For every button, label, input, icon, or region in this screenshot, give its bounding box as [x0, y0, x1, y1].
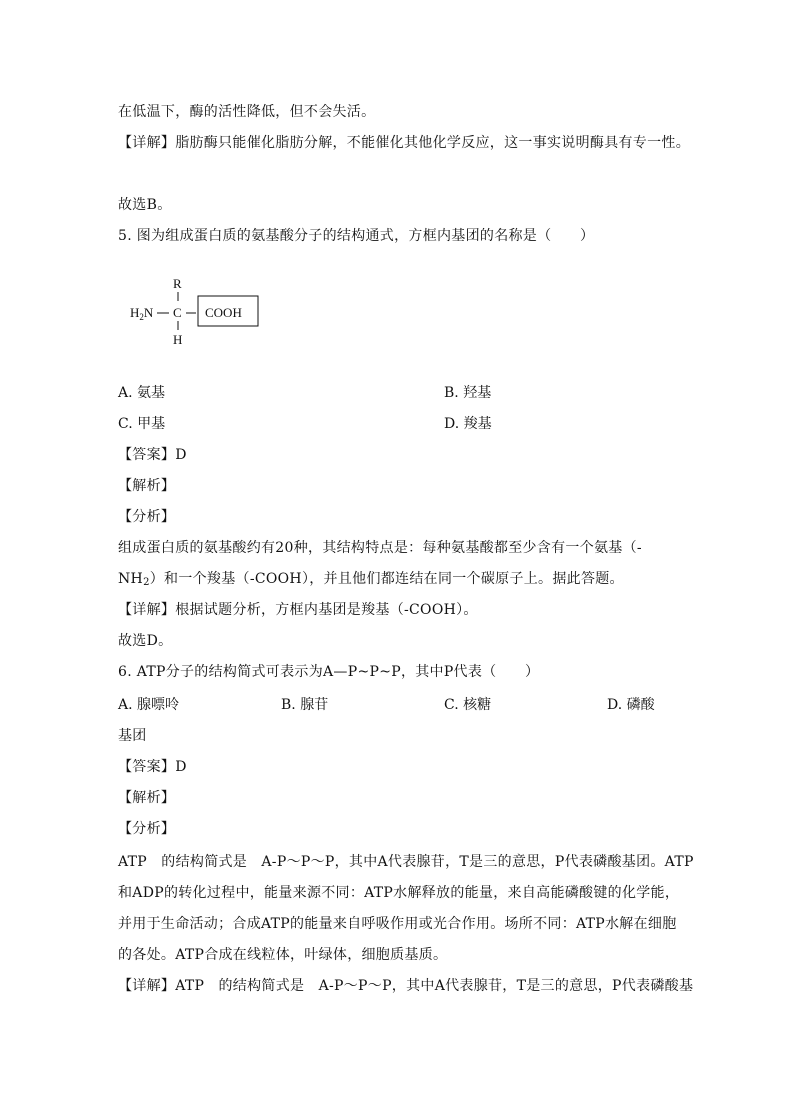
question-5: 5. 图为组成蛋白质的氨基酸分子的结构通式，方框内基团的名称是（ ） — [118, 228, 595, 244]
question-6: 6. ATP分子的结构简式可表示为A—P~P~P，其中P代表（ ） — [118, 664, 540, 680]
amino-group-label: $H_2N$ — [130, 305, 154, 322]
q5-answer: 【答案】D — [118, 447, 187, 463]
q5-fenxi-heading: 【分析】 — [118, 509, 176, 525]
q5-analysis-line-1: 组成蛋白质的氨基酸约有20种，其结构特点是：每种氨基酸都至少含有一个氨基（- — [118, 540, 642, 556]
q6-option-b: B. 腺苷 — [281, 697, 329, 713]
q5-option-b: B. 羟基 — [444, 385, 492, 401]
carbon-label: C — [173, 305, 182, 320]
q6-answer: 【答案】D — [118, 759, 187, 775]
q6-option-d: D. 磷酸 — [607, 697, 655, 713]
q6-jiexi-heading: 【解析】 — [118, 790, 176, 806]
q6-option-a: A. 腺嘌呤 — [118, 697, 180, 713]
amino-acid-structure-diagram — [124, 272, 274, 352]
q6-analysis-line-2: 和ADP的转化过程中，能量来源不同：ATP水解释放的能量，来自高能磷酸键的化学能， — [118, 885, 680, 901]
q5-option-c: C. 甲基 — [118, 416, 166, 432]
q5-analysis-line-2: $NH_2$）和一个羧基（-COOH），并且他们都连结在同一个碳原子上。据此答题。 — [118, 571, 624, 588]
carboxyl-label: COOH — [205, 305, 242, 320]
text-line: 故选B。 — [118, 197, 172, 213]
q6-fenxi-heading: 【分析】 — [118, 821, 176, 837]
q6-option-c: C. 核糖 — [444, 697, 492, 713]
text-line: 【详解】脂肪酶只能催化脂肪分解，不能催化其他化学反应，这一事实说明酶具有专一性。 — [118, 135, 690, 151]
q5-option-a: A. 氨基 — [118, 385, 166, 401]
q6-detail: 【详解】ATP 的结构简式是 A-P～P～P，其中A代表腺苷，T是三的意思，P代表磷酸基 — [118, 978, 694, 994]
q5-option-d: D. 羧基 — [444, 416, 492, 432]
q6-analysis-line-4: 的各处。ATP合成在线粒体，叶绿体，细胞质基质。 — [118, 947, 448, 963]
q6-analysis-line-3: 并用于生命活动；合成ATP的能量来自呼吸作用或光合作用。场所不同：ATP水解在细胞 — [118, 916, 677, 932]
r-group-label: R — [173, 276, 182, 291]
q5-jiexi-heading: 【解析】 — [118, 478, 176, 494]
hydrogen-label: H — [173, 332, 183, 347]
q6-analysis-line-1: ATP 的结构简式是 A-P～P～P，其中A代表腺苷，T是三的意思，P代表磷酸基团。ATP — [118, 854, 694, 870]
q5-detail: 【详解】根据试题分析，方框内基团是羧基（-COOH）。 — [118, 602, 478, 618]
q5-final: 故选D。 — [118, 633, 173, 649]
text-line: 在低温下，酶的活性降低，但不会失活。 — [118, 104, 376, 120]
q6-option-d-continued: 基团 — [118, 728, 147, 744]
